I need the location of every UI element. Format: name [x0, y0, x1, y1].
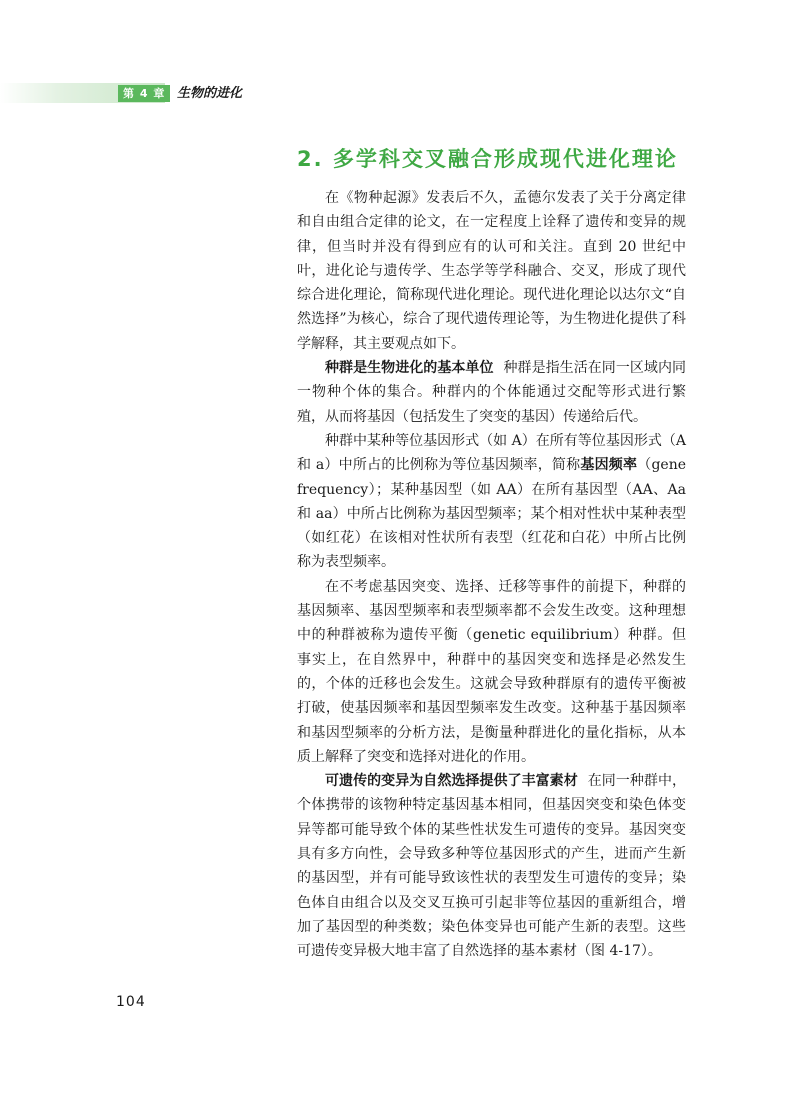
paragraph-gene-frequency — [297, 429, 686, 575]
paragraph-genetic-equilibrium — [297, 575, 686, 769]
term-gene-frequency: 基因频率 — [580, 457, 638, 474]
chapter-title: 生物的进化 — [177, 86, 243, 101]
paragraph-population-unit — [297, 356, 686, 429]
paragraph-text: 在不考虑基因突变、选择、迁移等事件的前提下，种群的基因频率、基因型频率和表型频率都不会发生改变。这种理想中的种群被称为遗传平衡（genetic equilibrium）种群。但事实上，在自然界中，种群中的基因突变和选择是必然发生的，个体的迁移也会发生。这就会导致种群原有的遗传平衡被打破，使基因频率和基因型频率发生改变。这种基于基因频率和基因型频率的分析方法，是衡量种群进化的量化指标，从本质上解释了突变和选择对进化的作用。 — [297, 578, 686, 765]
body-text — [297, 186, 686, 964]
paragraph-intro — [297, 186, 686, 356]
paragraph-text: 在同一种群中，个体携带的该物种特定基因基本相同，但基因突变和染色体变异等都可能导致个体的某些性状发生可遗传的变异。基因突变具有多方向性，会导致多种等位基因形式的产生，进而产生新的基因型，并有可能导致该性状的表型发生可遗传的变异；染色体自由组合以及交叉互换可引起非等位基因的重新组合，增加了基因型的种类数；染色体变异也可能产生新的表型。这些可遗传变异极大地丰富了自然选择的基本素材（图 4-17）。 — [297, 773, 686, 960]
paragraph-text: 种群是指生活在同一区域内同一物种个体的集合。种群内的个体能通过交配等形式进行繁殖，从而将基因（包括发生了突变的基因）传递给后代。 — [297, 360, 686, 425]
chapter-label: 第 4 章 — [118, 85, 170, 102]
paragraph-lead-heading: 可遗传的变异为自然选择提供了丰富素材 — [325, 773, 578, 790]
page-number: 104 — [116, 994, 146, 1010]
paragraph-lead-heading: 种群是生物进化的基本单位 — [325, 360, 494, 377]
paragraph-heritable-variation — [297, 769, 686, 963]
section-title: 2. 多学科交叉融合形成现代进化理论 — [297, 147, 678, 171]
paragraph-text: 在《物种起源》发表后不久，孟德尔发表了关于分离定律和自由组合定律的论文，在一定程度上诠释了遗传和变异的规律，但当时并没有得到应有的认可和关注。直到 20 世纪中叶，进化论与遗传学、生态学等学科融合、交叉，形成了现代综合进化理论，简称现代进化理论。现代进化理论以达尔文“自然选择”为核心，综合了现代遗传理论等，为生物进化提供了科学解释，其主要观点如下。 — [297, 190, 686, 352]
paragraph-text: （gene frequency）；某种基因型（如 AA）在所有基因型（AA、Aa 和 aa）中所占比例称为基因型频率；某个相对性状中某种表型（如红花）在该相对性状所有表型（红花和白花）中所占比例称为表型频率。 — [297, 457, 687, 571]
paragraph-text: 种群中某种等位基因形式（如 A）在所有等位基因形式（A 和 a）中所占的比例称为等位基因频率，简称 — [297, 432, 686, 474]
